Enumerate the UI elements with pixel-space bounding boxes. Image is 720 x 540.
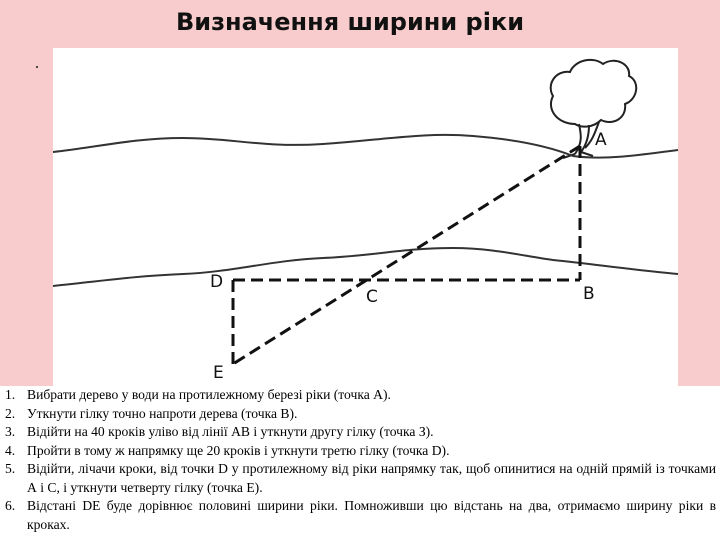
instruction-number: 6.: [5, 498, 16, 513]
instruction-number: 4.: [5, 442, 16, 458]
instruction-text: Вибрати дерево у води на протилежному березі ріки (точка А).: [27, 387, 391, 402]
slide-title: Визначення ширини ріки: [175, 8, 525, 36]
label-point-b: B: [583, 284, 595, 304]
river-diagram: [53, 48, 678, 388]
instruction-number: 3.: [5, 424, 16, 439]
instruction-number: 5.: [5, 461, 16, 476]
instruction-item: [0, 423, 720, 442]
instruction-item: [0, 460, 720, 497]
instruction-text: Пройти в тому ж напрямку ще 20 кроків і уткнути третю гілку (точка D).: [27, 442, 450, 458]
instruction-list: [0, 386, 720, 540]
instruction-item: [0, 442, 720, 461]
instruction-text: Відійти, лічачи кроки, від точки D у протилежному від ріки напрямку так, щоб опинитися на одній прямій із точками А і С, і уткнути четверту гілку (точка Е).: [27, 461, 716, 495]
label-point-e: E: [213, 363, 224, 383]
instruction-text: Уткнути гілку точно напроти дерева (точка В).: [27, 405, 298, 421]
stray-dot: [36, 66, 38, 68]
label-point-d: D: [210, 272, 224, 292]
river-diagram-svg: [53, 48, 678, 388]
instruction-number: 1.: [5, 387, 16, 402]
instruction-text: Відійти на 40 кроків уліво від лінії АВ і уткнути другу гілку (точка З).: [27, 424, 434, 439]
label-point-c: C: [366, 287, 378, 307]
instruction-item: [0, 405, 720, 424]
instruction-item: [0, 497, 720, 534]
segment-ae: [233, 146, 580, 364]
instruction-number: 2.: [5, 405, 16, 421]
tree-icon: [551, 60, 637, 127]
instruction-item: [0, 386, 720, 405]
label-point-a: A: [595, 130, 607, 150]
instruction-text: Відстані DE буде дорівнює половині ширини ріки. Помноживши цю відстань на два, отримаємо ширину ріки в кроках.: [27, 498, 716, 532]
